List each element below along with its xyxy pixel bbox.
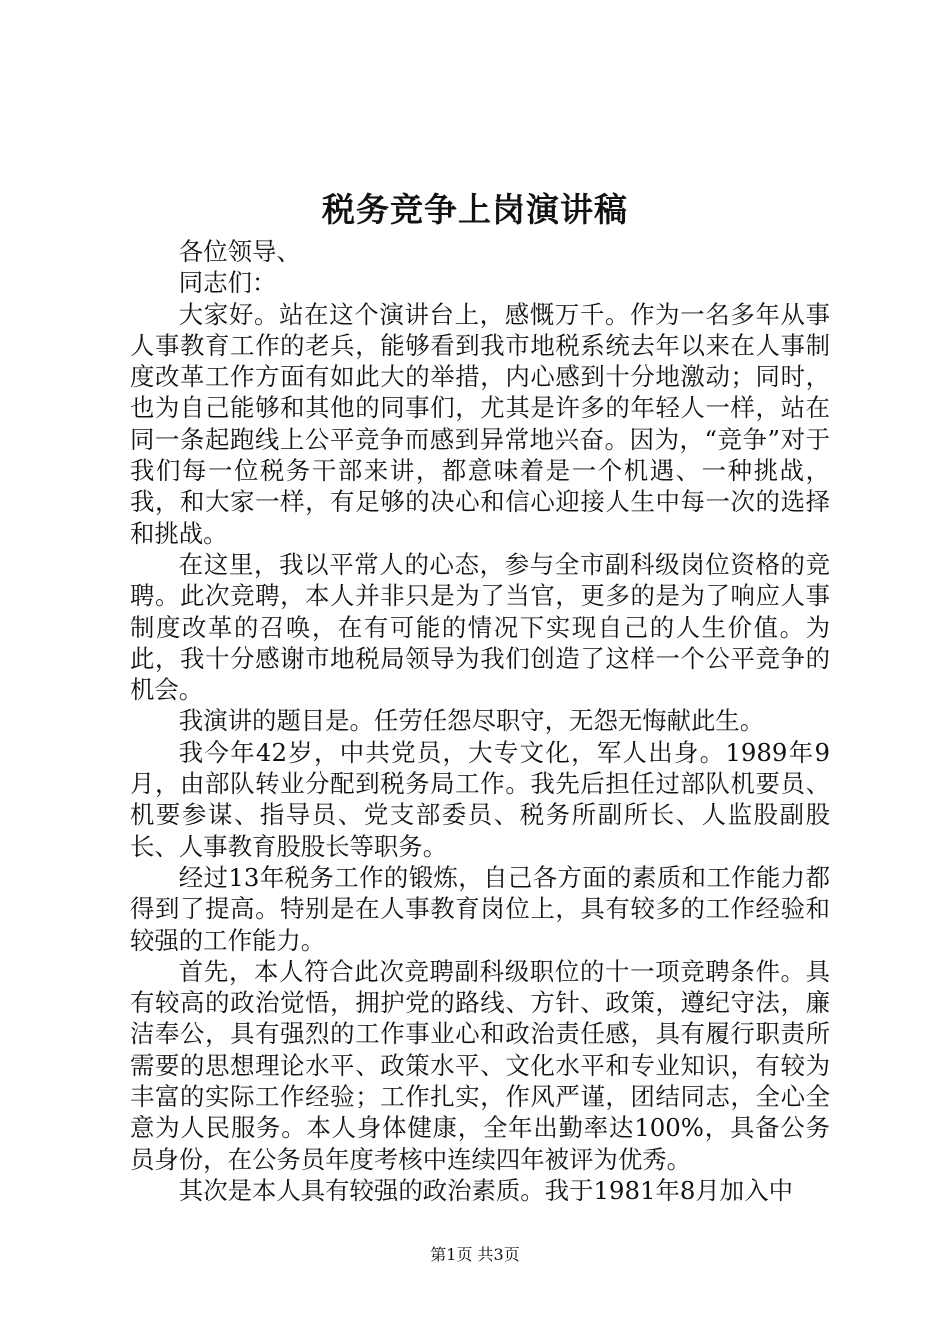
- document-title: 税务竞争上岗演讲稿: [322, 190, 628, 229]
- page-number-footer: 第1页 共3页: [430, 1245, 520, 1264]
- document-body: [130, 236, 830, 1206]
- body-paragraph: 在这里，我以平常人的心态，参与全市副科级岗位资格的竞聘。此次竞聘，本人并非只是为了当官，更多的是为了响应人事制度改革的召唤，在有可能的情况下实现自己的人生价值。为此，我十分感谢市地税局领导为我们创造了这样一个公平竞争的机会。: [130, 549, 830, 705]
- body-paragraph: 首先，本人符合此次竞聘副科级职位的十一项竞聘条件。具有较高的政治觉悟，拥护党的路线、方针、政策，遵纪守法，廉洁奉公，具有强烈的工作事业心和政治责任感，具有履行职责所需要的思想理论水平、政策水平、文化水平和专业知识，有较为丰富的实际工作经验；工作扎实，作风严谨，团结同志，全心全意为人民服务。本人身体健康，全年出勤率达100%，具备公务员身份，在公务员年度考核中连续四年被评为优秀。: [130, 956, 830, 1174]
- body-paragraph: 大家好。站在这个演讲台上，感慨万千。作为一名多年从事人事教育工作的老兵，能够看到我市地税系统去年以来在人事制度改革工作方面有如此大的举措，内心感到十分地激动；同时，也为自己能够和其他的同事们，尤其是许多的年轻人一样，站在同一条起跑线上公平竞争而感到异常地兴奋。因为，“竞争”对于我们每一位税务干部来讲，都意味着是一个机遇、一种挑战，我，和大家一样，有足够的决心和信心迎接人生中每一次的选择和挑战。: [130, 299, 830, 548]
- salutation-line: 同志们：: [178, 268, 277, 298]
- body-paragraph: 我演讲的题目是。任劳任怨尽职守，无怨无悔献此生。: [178, 706, 765, 736]
- salutation-line: 各位领导、: [178, 237, 301, 266]
- body-paragraph: 其次是本人具有较强的政治素质。我于1981年8月加入中: [178, 1175, 793, 1205]
- body-paragraph: 经过13年税务工作的锻炼，自己各方面的素质和工作能力都得到了提高。特别是在人事教育岗位上，具有较多的工作经验和较强的工作能力。: [130, 862, 830, 955]
- body-paragraph: 我今年42岁，中共党员，大专文化，军人出身。1989年9月，由部队转业分配到税务局工作。我先后担任过部队机要员、机要参谋、指导员、党支部委员、税务所副所长、人监股副股长、人事教育股股长等职务。: [130, 737, 830, 861]
